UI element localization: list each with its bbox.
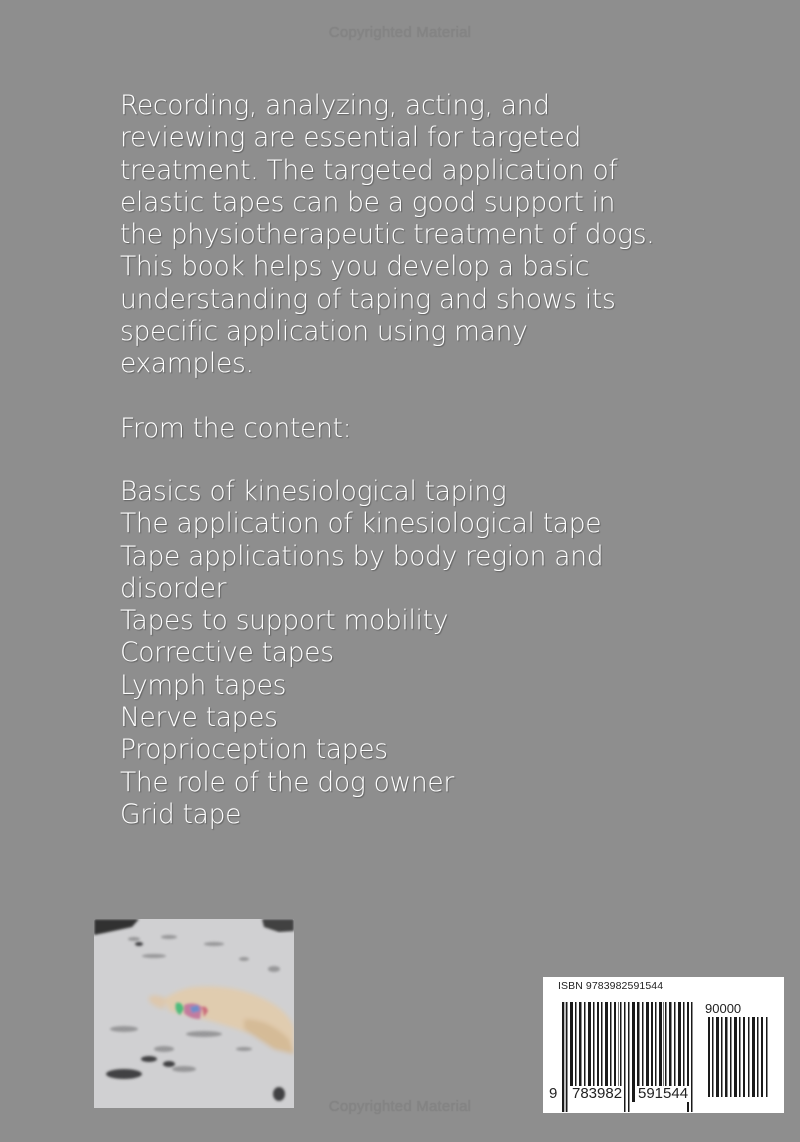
back-cover-blurb	[120, 90, 700, 381]
barcode-left-digits: 783982	[572, 1085, 623, 1102]
dog-photo-illustration	[94, 919, 294, 1108]
isbn-barcode	[543, 977, 784, 1113]
contents-item: The application of kinesiological tape	[120, 508, 602, 540]
contents-item: Nerve tapes	[120, 702, 278, 734]
blurb-line: specific application using many	[120, 316, 528, 348]
contents-item: Basics of kinesiological taping	[120, 476, 507, 507]
copyright-watermark-top: Copyrighted Material	[328, 24, 472, 41]
barcode-right-digits: 591544	[638, 1085, 689, 1102]
contents-heading: From the content:	[120, 413, 352, 444]
isbn-label: ISBN 9783982591544	[558, 980, 664, 992]
contents-item: Corrective tapes	[120, 637, 334, 669]
copyright-watermark-bottom: Copyrighted Material	[328, 1098, 472, 1115]
blurb-line: reviewing are essential for targeted	[120, 122, 582, 154]
dog-in-snow-photo	[94, 919, 294, 1108]
contents-item: The role of the dog owner	[120, 766, 454, 798]
contents-item: Grid tape	[120, 798, 242, 830]
blurb-line: examples.	[120, 348, 254, 380]
blurb-line: understanding of taping and shows its	[120, 283, 616, 315]
blurb-line: This book helps you develop a basic	[120, 251, 590, 283]
price-addon-label: 90000	[705, 1001, 742, 1016]
contents-item: Proprioception tapes	[120, 734, 388, 766]
blurb-line: Recording, analyzing, acting, and	[120, 90, 550, 121]
barcode-first-digit: 9	[549, 1085, 558, 1102]
contents-item: Tapes to support mobility	[120, 605, 449, 637]
blurb-line: elastic tapes can be a good support in	[120, 186, 616, 218]
contents-item: Tape applications by body region and disorder	[120, 540, 604, 604]
contents-item: Lymph tapes	[120, 669, 287, 701]
blurb-line: treatment. The targeted application of	[120, 154, 618, 186]
blurb-line: the physiotherapeutic treatment of dogs.	[120, 219, 655, 251]
addon-barcode-bars-icon	[708, 1017, 770, 1097]
contents-list	[120, 476, 700, 831]
